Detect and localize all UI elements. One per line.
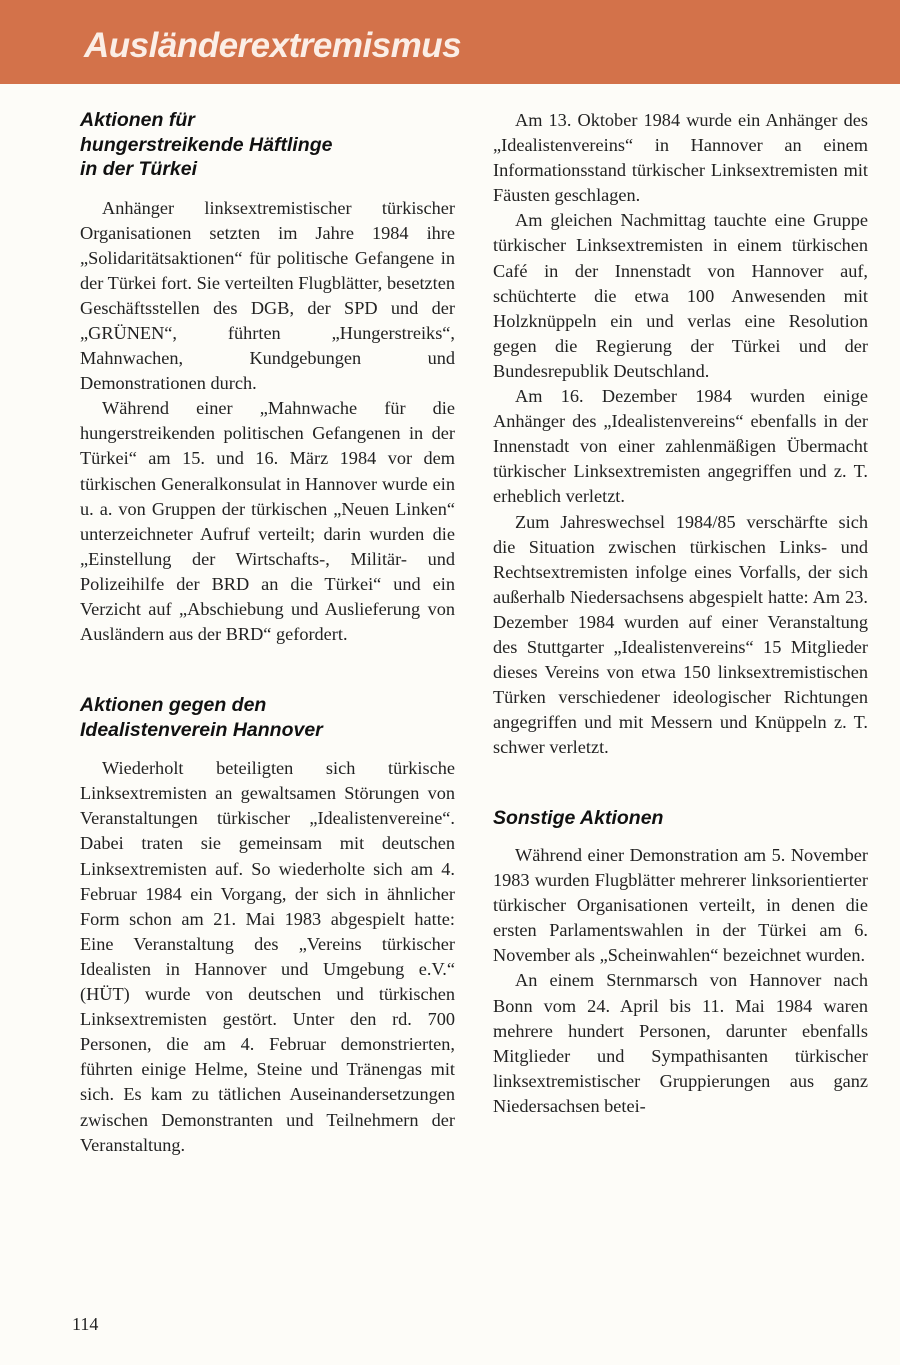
chapter-title: Ausländerextremismus bbox=[84, 26, 462, 65]
paragraph: Anhänger linksextremistischer türkischer Organisationen setzten im Jahre 1984 ihre „Solidaritätsaktionen“ für politische Gefangene in der Türkei fort. Sie verteilten Flugblätter, besetzten Geschäftsstellen des DGB, der SPD und der „GRÜNEN“, führten „Hungerstreiks“, Mahnwachen, Kundgebungen und Demonstrationen durch. bbox=[80, 197, 455, 394]
section-heading-idealistenverein: Aktionen gegen den Idealistenverein Hannover bbox=[80, 694, 323, 741]
section-heading-hungerstreik: Aktionen für hungerstreikende Häftlinge in der Türkei bbox=[80, 109, 333, 180]
paragraph: Am 16. Dezember 1984 wurden einige Anhänger des „Idealistenvereins“ ebenfalls in der Innenstadt von einer zahlenmäßigen Übermacht türkischer Linksextremisten angegriffen und z. T. erheblich verletzt. bbox=[493, 386, 868, 507]
paragraph: Während einer „Mahnwache für die hungerstreikenden politischen Gefangenen in der Türkei“ am 15. und 16. März 1984 vor dem türkischen Generalkonsulat in Hannover wurde ein u. a. von Gruppen der türkischen „Neuen Linken“ unterzeichneter Aufruf verteilt; darin wurden die „Einstellung der Wirtschafts-, Militär- und Polizeihilfe der BRD an die Türkei“ und ein Verzicht auf „Abschiebung und Auslieferung von Ausländern aus der BRD“ gefordert. bbox=[80, 398, 455, 645]
paragraph: Wiederholt beteiligten sich türkische Linksextremisten an gewaltsamen Störungen von Veranstaltungen türkischer „Idealistenvereine“. Dabei traten sie gemeinsam mit deutschen Linksextremisten auf. So wiederholte sich am 4. Februar 1984 ein Vorgang, der sich in ähnlicher Form schon am 21. Mai 1983 abgespielt hatte: Eine Veranstaltung des „Vereins türkischer Idealisten in Hannover und Umgebung e.V.“ (HÜT) wurde von deutschen und türkischen Linksextremisten gestört. Unter den rd. 700 Personen, die am 4. Februar demonstrierten, führten einige Helme, Steine und Tränengas mit sich. Es kam zu tätlichen Auseinandersetzungen zwischen Demonstranten und Teilnehmern der Veranstaltung. bbox=[80, 758, 455, 1155]
paragraph: Am gleichen Nachmittag tauchte eine Gruppe türkischer Linksextremisten in einem türkischen Café in der Innenstadt von Hannover auf, schüchterte die etwa 100 Anwesenden mit Holzknüppeln ein und verlas eine Resolution gegen die Regierung der Türkei und der Bundesrepublik Deutschland. bbox=[493, 210, 868, 381]
paragraph: Am 13. Oktober 1984 wurde ein Anhänger des „Idealistenvereins“ in Hannover an einem Informationsstand türkischer Linksextremisten mit Fäusten geschlagen. bbox=[493, 110, 868, 206]
paragraph: An einem Sternmarsch von Hannover nach Bonn vom 24. April bis 11. Mai 1984 waren mehrere hundert Personen, darunter ebenfalls Mitglieder und Sympathisanten türkischer linksextremistischer Gruppierungen aus ganz Niedersachsen betei- bbox=[493, 970, 868, 1116]
paragraph: Während einer Demonstration am 5. November 1983 wurden Flugblätter mehrerer linksorientierter türkischer Organisationen verteilt, in denen die ersten Parlamentswahlen in der Türkei am 6. November als „Scheinwahlen“ bezeichnet wurden. bbox=[493, 844, 868, 966]
section-heading-sonstige: Sonstige Aktionen bbox=[493, 807, 664, 830]
chapter-banner bbox=[0, 0, 900, 84]
left-column bbox=[80, 108, 455, 1158]
paragraph: Zum Jahreswechsel 1984/85 verschärfte sich die Situation zwischen türkischen Links- und Rechtsextremisten infolge eines Vorfalls, der sich außerhalb Niedersachsens abgespielt hatte: Am 23. Dezember 1984 wurden auf einer Veranstaltung des Stuttgarter „Idealistenvereins“ 15 Mitglieder dieses Vereins von etwa 150 linksextremistischen Türken verschiedener ideologischer Richtungen angegriffen und mit Messern und Knüppeln z. T. schwer verletzt. bbox=[493, 511, 868, 758]
page-number: 114 bbox=[72, 1314, 99, 1334]
right-column bbox=[493, 108, 868, 1119]
